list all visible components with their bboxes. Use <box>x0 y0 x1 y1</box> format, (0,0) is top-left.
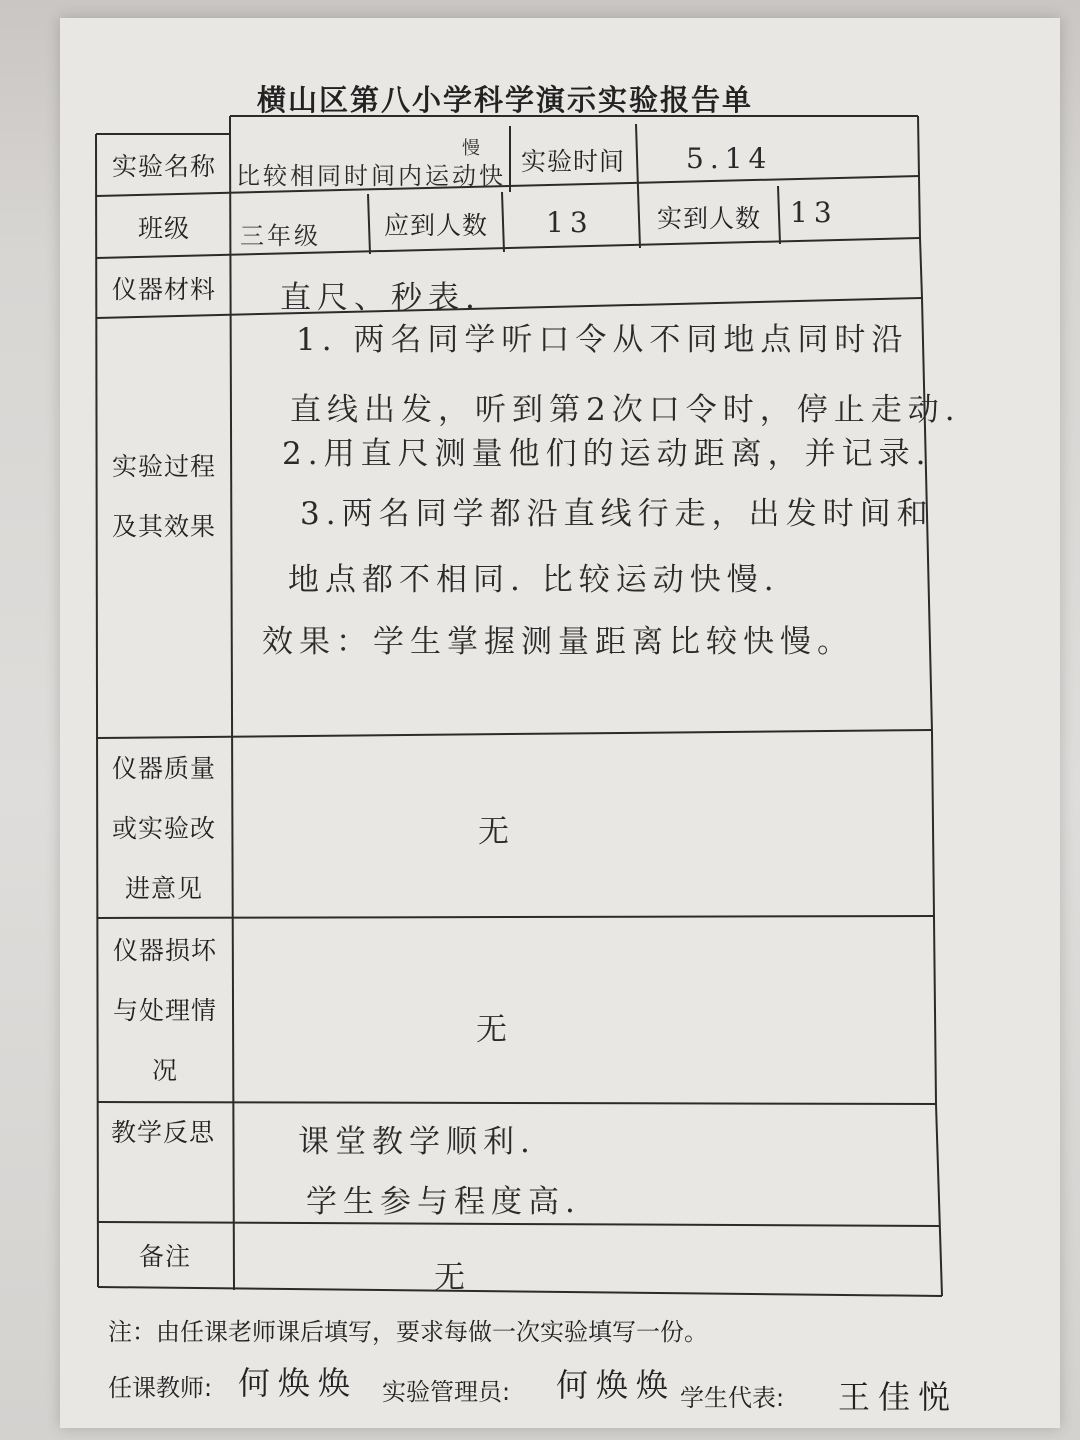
reflection-line: 学生参与程度高. <box>306 1184 581 1220</box>
label-actual-count: 实到人数 <box>656 203 761 233</box>
class-value: 三年级 <box>240 222 321 250</box>
experiment-name-insert: 慢 <box>462 138 483 159</box>
label-damage-line3: 况 <box>151 1055 178 1085</box>
process-line: 直线出发，听到第2次口令时，停止走动. <box>290 392 961 428</box>
notes-value: 无 <box>434 1260 471 1296</box>
process-line: 3.两名同学都沿直线行走，出发时间和 <box>300 496 934 532</box>
experiment-name-value: 比较相同时间内运动快 <box>236 162 506 190</box>
page-title: 横山区第八小学科学演示实验报告单 <box>256 83 753 117</box>
reflection-line: 课堂教学顺利. <box>298 1124 536 1160</box>
label-experiment-name: 实验名称 <box>111 151 216 181</box>
experiment-time-value: 5.14 <box>686 142 773 175</box>
label-experiment-time: 实验时间 <box>520 146 625 176</box>
label-quality-line1: 仪器质量 <box>111 753 216 783</box>
label-quality-line2: 或实验改 <box>111 813 216 843</box>
admin-signature: 何焕焕 <box>556 1366 677 1404</box>
footer-note: 注：由任课老师课后填写，要求每做一次实验填写一份。 <box>108 1318 708 1346</box>
process-line: 地点都不相同. 比较运动快慢. <box>288 562 780 598</box>
student-label: 学生代表: <box>680 1384 785 1412</box>
process-line: 1. 两名同学听口令从不同地点同时沿 <box>296 322 909 358</box>
student-signature: 王佳悦 <box>838 1378 959 1416</box>
label-quality-line3: 进意见 <box>124 873 203 903</box>
label-reflection: 教学反思 <box>110 1117 215 1147</box>
materials-value: 直尺、秒表. <box>280 280 481 316</box>
label-materials: 仪器材料 <box>111 274 216 304</box>
label-notes: 备注 <box>138 1241 191 1271</box>
admin-label: 实验管理员: <box>382 1378 511 1406</box>
damage-value: 无 <box>476 1012 513 1048</box>
label-damage-line1: 仪器损坏 <box>112 935 217 965</box>
label-expected-count: 应到人数 <box>383 210 488 240</box>
actual-count-value: 13 <box>790 196 838 229</box>
label-process-line2: 及其效果 <box>111 511 216 541</box>
label-process-line1: 实验过程 <box>111 451 216 481</box>
label-damage-line2: 与处理情 <box>112 995 217 1025</box>
process-effect-line: 效果：学生掌握测量距离比较快慢。 <box>262 624 854 660</box>
label-class: 班级 <box>137 213 190 243</box>
teacher-label: 任课教师: <box>108 1374 213 1402</box>
teacher-signature: 何焕焕 <box>238 1364 359 1402</box>
expected-count-value: 13 <box>546 206 594 239</box>
process-line: 2.用直尺测量他们的运动距离，并记录. <box>282 436 932 472</box>
quality-value: 无 <box>478 814 515 850</box>
